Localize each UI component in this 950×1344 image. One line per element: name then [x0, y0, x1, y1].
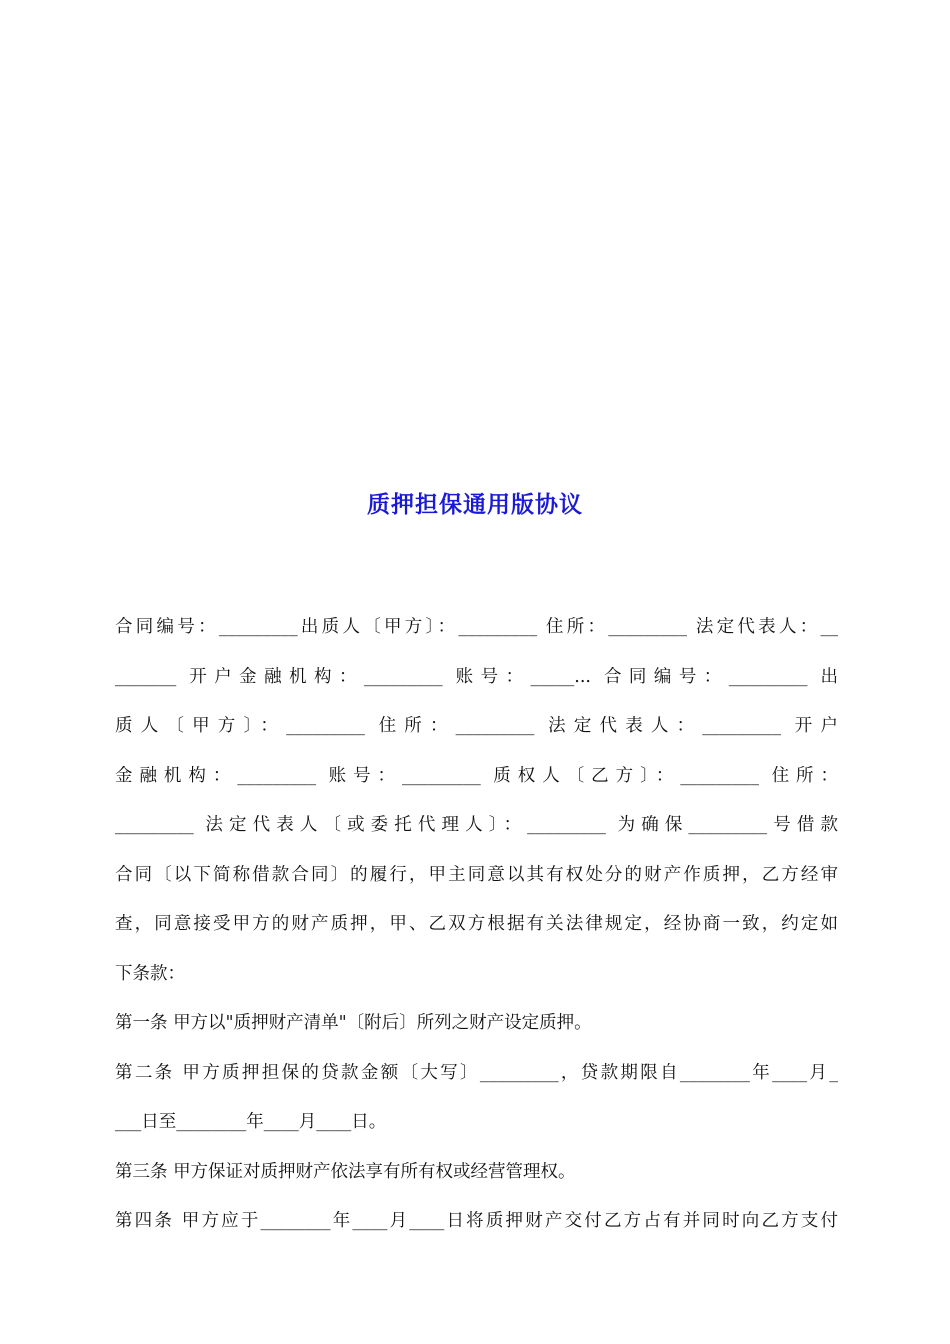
- article-3: 第三条 甲方保证对质押财产依法享有所有权或经营管理权。: [115, 1161, 576, 1182]
- body-line: 合同〔以下简称借款合同〕的履行，甲主同意以其有权处分的财产作质押，乙方经审: [115, 864, 838, 885]
- body-line: _________ 法定代表人〔或委托代理人〕：_________ 为确保_________号借款: [115, 815, 838, 835]
- document-title: 质押担保通用版协议: [367, 491, 583, 518]
- document-body: [115, 603, 838, 1247]
- body-line: 下条款：: [115, 963, 185, 984]
- body-line: 质人〔甲方〕：_________ 住所：_________ 法定代表人：_________ 开户: [115, 716, 838, 736]
- body-line: 查，同意接受甲方的财产质押，甲、乙双方根据有关法律规定，经协商一致，约定如: [115, 914, 838, 934]
- article-4: 第四条 甲方应于________年____月____日将质押财产交付乙方占有并同时向乙方支付: [115, 1211, 838, 1231]
- body-line: 金融机构：_________ 账号：_________ 质权人〔乙方〕：_________ 住所：: [115, 765, 838, 786]
- article-1: 第一条 甲方以"质押财产清单"〔附后〕所列之财产设定质押。: [115, 1013, 592, 1033]
- article-2: 第二条 甲方质押担保的贷款金额〔大写〕_________，贷款期限自________年____月_: [115, 1062, 838, 1083]
- article-2-continued: ___日至________年____月____日。: [115, 1112, 387, 1132]
- body-line: 合同编号：_________出质人〔甲方〕：_________ 住所：_________ 法定代表人：__: [115, 617, 838, 637]
- body-line: _______ 开户金融机构：_________ 账号：_____... 合同编号：_________ 出: [115, 666, 838, 687]
